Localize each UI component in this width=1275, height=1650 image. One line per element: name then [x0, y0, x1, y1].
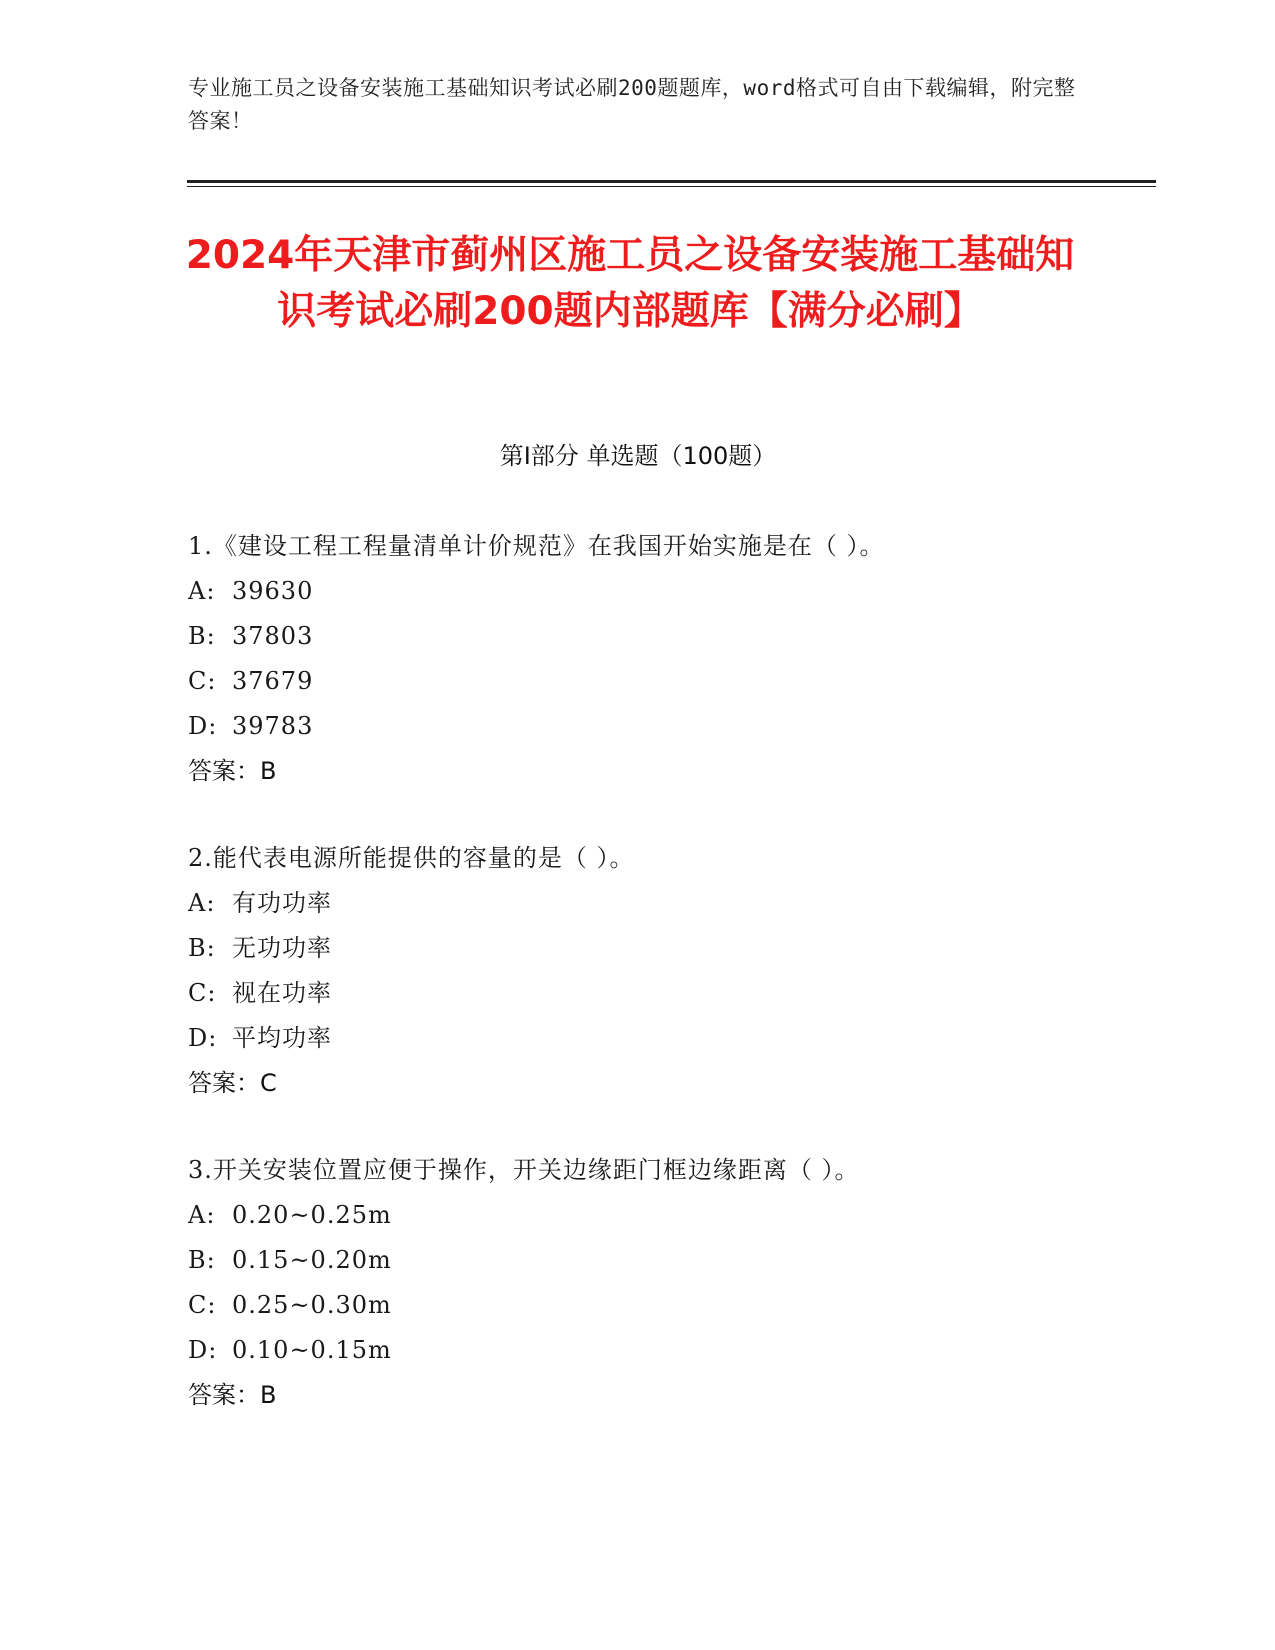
option-text: 37803: [232, 622, 314, 650]
option-a: [188, 881, 1148, 926]
option-text: 视在功率: [232, 979, 332, 1007]
header-divider-thin: [187, 186, 1156, 187]
answer-line: 答案：B: [188, 1381, 277, 1409]
question-stem: 3.开关安装位置应便于操作，开关边缘距门框边缘距离（ ）。: [188, 1156, 860, 1184]
option-text: 0.20~0.25m: [232, 1201, 392, 1229]
option-d: [188, 704, 1148, 749]
question-item: [188, 836, 1148, 1106]
option-text: 37679: [232, 667, 314, 695]
question-item: [188, 1148, 1148, 1418]
option-letter: A:: [188, 577, 216, 605]
header-note: 专业施工员之设备安装施工基础知识考试必刷200题题库，word格式可自由下载编辑，附完整答案！: [188, 76, 1076, 133]
option-letter: D:: [188, 1024, 218, 1052]
option-b: [188, 1238, 1148, 1283]
option-text: 0.25~0.30m: [232, 1291, 392, 1319]
section-title: 第I部分 单选题（100题）: [499, 442, 777, 470]
option-text: 0.15~0.20m: [232, 1246, 392, 1274]
option-letter: B:: [188, 622, 216, 650]
option-letter: C:: [188, 979, 217, 1007]
option-letter: A:: [188, 889, 216, 917]
option-text: 0.10~0.15m: [232, 1336, 392, 1364]
option-c: [188, 1283, 1148, 1328]
option-d: [188, 1328, 1148, 1373]
option-d: [188, 1016, 1148, 1061]
option-b: [188, 614, 1148, 659]
option-text: 无功功率: [232, 934, 332, 962]
option-text: 有功功率: [232, 889, 332, 917]
document-title: 2024年天津市蓟州区施工员之设备安装施工基础知识考试必刷200题内部题库【满分必刷】: [185, 233, 1075, 334]
option-letter: C:: [188, 667, 217, 695]
option-letter: B:: [188, 1246, 216, 1274]
question-stem: 2.能代表电源所能提供的容量的是（ ）。: [188, 844, 635, 872]
header-divider-thick: [187, 180, 1156, 183]
option-letter: D:: [188, 1336, 218, 1364]
answer-line: 答案：C: [188, 1069, 277, 1097]
option-letter: C:: [188, 1291, 217, 1319]
question-list: [188, 524, 1148, 1460]
option-text: 39630: [232, 577, 314, 605]
answer-line: 答案：B: [188, 757, 277, 785]
option-b: [188, 926, 1148, 971]
option-letter: A:: [188, 1201, 216, 1229]
question-item: [188, 524, 1148, 794]
option-a: [188, 1193, 1148, 1238]
option-text: 平均功率: [232, 1024, 332, 1052]
option-letter: D:: [188, 712, 218, 740]
option-c: [188, 971, 1148, 1016]
option-c: [188, 659, 1148, 704]
option-a: [188, 569, 1148, 614]
option-text: 39783: [232, 712, 314, 740]
question-stem: 1.《建设工程工程量清单计价规范》在我国开始实施是在（ ）。: [188, 532, 885, 560]
option-letter: B:: [188, 934, 216, 962]
